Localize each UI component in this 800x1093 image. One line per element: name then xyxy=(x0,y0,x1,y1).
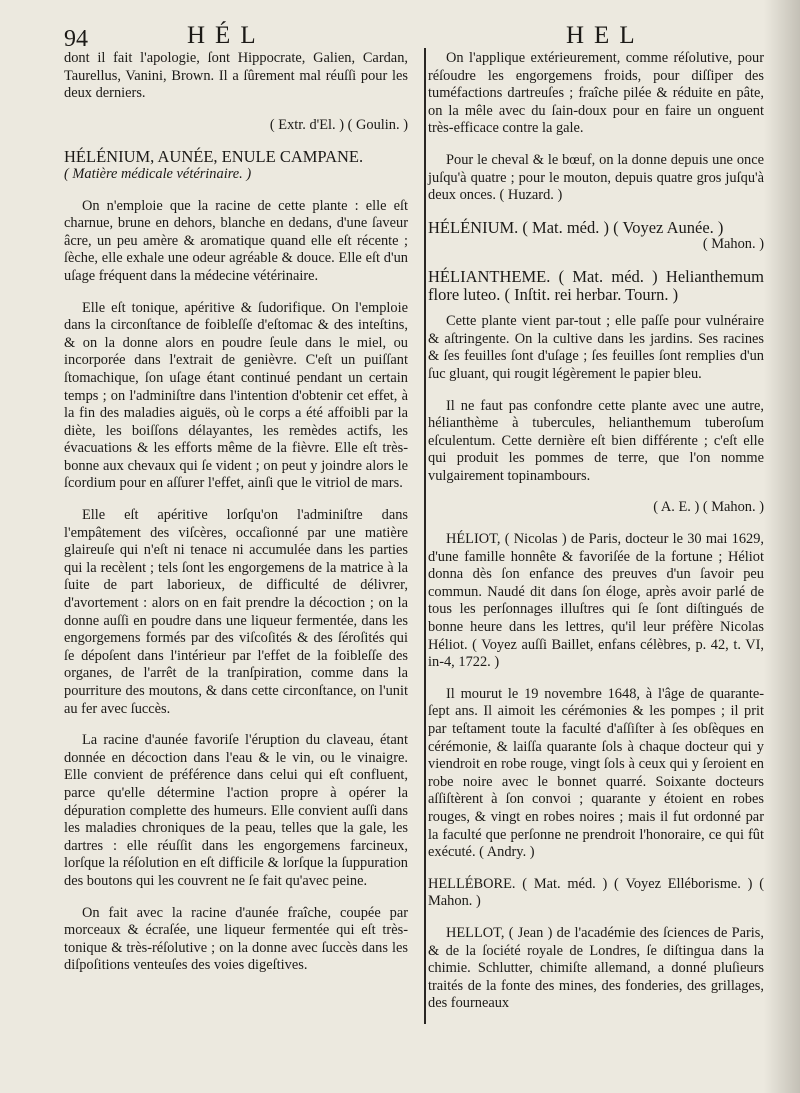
paragraph: On n'emploie que la racine de cette plante : elle eſt charnue, brune en dehors, blanche en dedans, d'une ſaveur âcre, un peu amère & aromatique quand elle eſt récente ; ſèche, elle exhale une odeur agréable & douce. Elle eſt d'un uſage fréquent dans la médecine vétérinaire. xyxy=(64,197,408,284)
paragraph: Il mourut le 19 novembre 1648, à l'âge de quarante-ſept ans. Il aimoit les cérémonies & les pompes ; il prit par teſtament toute la faculté d'aſſiſter à ſes obſèques en cérémonie, & laiſſa quarante ſols à chaque docteur qui y viendroit en robe rouge, vingt ſols à ceux qui y ſeroient en robe noire avec le bonnet quarré. Soixante docteurs aſſiſtèrent à ſon convoi ; quarante y étoient en robes rouges, & vingt en robes noires ; mais il fut ordonné par la faculté que perſonne ne prendroit l'honoraire, ce qui fût exécuté. ( Andry. ) xyxy=(428,685,764,861)
paragraph: Elle eſt apéritive lorſqu'on l'adminiſtre dans l'empâtement des viſcères, occaſionné par une matière glaireuſe qui n'eſt ni tenace ni accumulée dans les parties qui la recèlent ; tels ſont les engorgemens de la matrice à la ſuite de part laborieux, de difficulté de délivrer, d'avortement : alors on en fait prendre la décoction ; on la donne auſſi en poudre dans une liqueur fermentée, dans les engorgemens formés par des viſcoſités & des ſéroſités qui ſe dépoſent dans l'intérieur par l'effet de la foibleſſe des organes, de l'arrêt de la tranſpiration, comme dans la pourriture des moutons, & dans cette circonſtance, on l'unit au fer avec ſuccès. xyxy=(64,507,408,717)
page-number: 94 xyxy=(64,26,88,52)
running-head-right: HEL xyxy=(566,22,645,49)
paragraph: La racine d'aunée favoriſe l'éruption du claveau, étant donnée en décoction dans l'eau & le vin, ou le vinaigre. Elle convient de préférence dans celui qui eſt confluent, parce qu'elle détermine l'action propre à opérer la dépuration complette des humeurs. Elle convient auſſi dans les maladies chroniques de la peau, telles que la gale, les dartres : elle réuſſit dans les engorgemens farcineux, lorſque la réſolution en eſt difficile & lorſque la ſuppuration des boutons qui les couvrent ne ſe fait qu'avec peine. xyxy=(64,732,408,889)
right-column xyxy=(428,50,764,1027)
paragraph: On l'applique extérieurement, comme réſolutive, pour réſoudre les engorgemens froids, pour diſſiper des tuméfactions dartreuſes ; fraîche pilée & réduite en pâte, on la mêle avec du ſain-doux pour en faire un onguent très-efficace contre la gale. xyxy=(428,50,764,137)
entry-heading: HÉLIANTHEME. ( Mat. méd. ) Helianthemum flore luteo. ( Inſtit. rei herbar. Tourn. ) xyxy=(428,266,764,304)
paragraph: On fait avec la racine d'aunée fraîche, coupée par morceaux & écraſée, une liqueur fermentée qui eſt très-tonique & très-réſolutive ; on la donne avec ſuccès dans les diſpoſitions venteuſes des voies digeſtives. xyxy=(64,904,408,974)
paragraph: Elle eſt tonique, apéritive & ſudorifique. On l'emploie dans la circonſtance de foibleſſe d'eſtomac & des inteſtins, & on la donne alors en poudre ſeule dans le miel, ou incorporée dans l'extrait de genièvre. C'eſt un puiſſant ſtomachique, ſon uſage étant continué pendant un certain temps ; on l'adminiſtre dans l'intention d'obtenir cet effet, à la fin des maladies aiguës, où le corps a été affoibli par la diète, les boiſſons délayantes, les remèdes actifs, les évacuations & les efforts même de la fièvre. Elle eſt très-bonne aux chevaux qui ſe vident ; on peut y joindre alors le ſcordium pour en aſſurer l'effet, ainſi que le vitriol de mars. xyxy=(64,299,408,492)
entry-heading: HÉLÉNIUM, AUNÉE, ENULE CAMPANE. xyxy=(64,147,364,167)
paragraph: Pour le cheval & le bœuf, on la donne depuis une once juſqu'à quatre ; pour le mouton, depuis quatre gros juſqu'à deux onces. ( Huzard. ) xyxy=(428,151,764,204)
entry-heading: HÉLÉNIUM. ( Mat. méd. ) ( Voyez Aunée. ) xyxy=(428,217,724,237)
left-column xyxy=(64,50,408,989)
column-divider xyxy=(424,48,426,1024)
signature: ( Extr. d'El. ) ( Goulin. ) xyxy=(269,116,408,133)
page-edge-shadow xyxy=(764,0,800,1093)
paragraph: Cette plante vient par-tout ; elle paſſe pour vulnéraire & aſtringente. On la cultive dans les jardins. Ses racines & ſes feuilles ſont d'uſage ; ſes feuilles ſont remplies d'un ſuc gluant, qui rougit légèrement le papier bleu. xyxy=(428,313,764,382)
paragraph: Il ne faut pas confondre cette plante avec une autre, hélianthème à tubercules, helianthemum tuberoſum eſculentum. Cette dernière eſt bien différente ; c'eſt elle qui produit les pommes de terre, que l'on nomme vulgairement topinambours. xyxy=(428,397,764,484)
paragraph: HÉLIOT, ( Nicolas ) de Paris, docteur le 30 mai 1629, d'une famille honnête & favoriſée de la fortune ; Héliot donna dès ſon enfance des preuves d'un ſavoir peu commun. Naudé dit dans ſon éloge, après avoir parlé de tous les perſonnages illuſtres qui ſe ſont diſtingués de bonne heure dans les lettres, qu'il leur préfère Nicolas Héliot. ( Voyez auſſi Baillet, enfans célèbres, p. 42, t. VI, in-4, 1722. ) xyxy=(428,531,764,671)
running-head-left: HÉL xyxy=(187,22,266,49)
signature: ( Mahon. ) xyxy=(702,236,764,253)
paragraph: HELLOT, ( Jean ) de l'académie des ſciences de Paris, & de la ſociété royale de Londres, ſe diſtingua dans la chimie. Schlutter, chimiſte allemand, a donné pluſieurs traités de la fonte des mines, des fonderies, des grillages, des fourneaux xyxy=(428,924,764,1012)
paragraph: dont il fait l'apologie, ſont Hippocrate, Galien, Cardan, Taurellus, Vanini, Brown. Il a ſûrement mal réuſſi pour les deux derniers. xyxy=(64,50,408,102)
entry-heading: HELLÉBORE. ( Mat. méd. ) ( Voyez Elléborisme. ) ( Mahon. ) xyxy=(428,875,764,910)
entry-subheading: ( Matière médicale vétérinaire. ) xyxy=(64,165,252,182)
signature: ( A. E. ) ( Mahon. ) xyxy=(653,499,764,516)
